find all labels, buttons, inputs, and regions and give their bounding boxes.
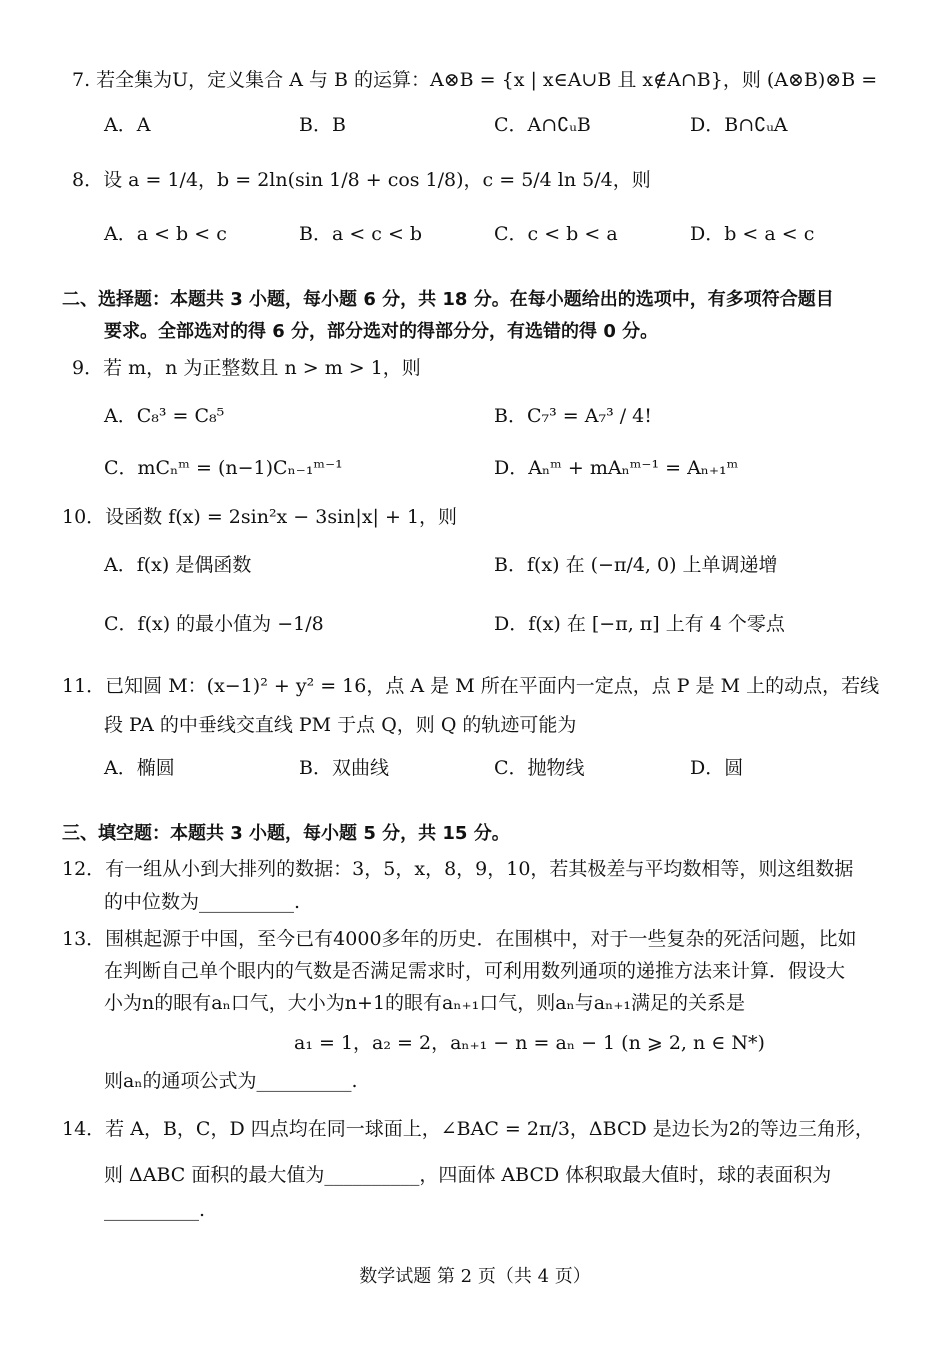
q10-option-c: C．f(x) 的最小值为 −1/8 (104, 613, 324, 635)
q9-option-d: D．Aₙᵐ + mAₙᵐ⁻¹ = Aₙ₊₁ᵐ (494, 457, 739, 479)
q11-option-a: A．椭圆 (104, 757, 175, 779)
q9-option-a: A．C₈³ = C₈⁵ (104, 405, 225, 427)
section-2-line-2: 要求。全部选对的得 6 分，部分选对的得部分分，有选错的得 0 分。 (104, 321, 659, 342)
page-footer: 数学试题 第 2 页（共 4 页） (359, 1266, 591, 1287)
q9-option-b: B．C₇³ = A₇³ / 4! (494, 405, 652, 427)
q7-option-b: B．B (299, 114, 346, 136)
q14-line-1: 14．若 A，B，C，D 四点均在同一球面上，∠BAC = 2π/3，ΔBCD 是边长为2的等边三角形， (62, 1118, 874, 1140)
q7-option-a: A．A (104, 114, 151, 136)
q7-option-d: D．B∩∁ᵤA (690, 114, 788, 136)
q8-option-a: A．a < b < c (104, 223, 227, 245)
q7-stem: 7. 若全集为U，定义集合 A 与 B 的运算：A⊗B = {x | x∈A∪B 且 x∉A∩B}，则 (A⊗B)⊗B = (72, 69, 878, 91)
q11-line-1: 11．已知圆 M：(x−1)² + y² = 16，点 A 是 M 所在平面内一定点，点 P 是 M 上的动点，若线 (62, 675, 880, 697)
q11-option-d: D．圆 (690, 757, 744, 779)
q11-option-b: B．双曲线 (299, 757, 389, 779)
q13-line-4: 则aₙ的通项公式为__________. (104, 1070, 358, 1092)
q12-line-2: 的中位数为__________. (104, 891, 301, 913)
q10-option-b: B．f(x) 在 (−π/4, 0) 上单调递增 (494, 554, 778, 576)
q13-line-1: 13．围棋起源于中国，至今已有4000多年的历史．在围棋中，对于一些复杂的死活问题，比如 (62, 928, 857, 950)
q11-option-c: C．抛物线 (494, 757, 585, 779)
q10-option-a: A．f(x) 是偶函数 (104, 554, 252, 576)
q7-option-c: C．A∩∁ᵤB (494, 114, 591, 136)
q11-line-2: 段 PA 的中垂线交直线 PM 于点 Q，则 Q 的轨迹可能为 (104, 714, 577, 736)
q10-option-d: D．f(x) 在 [−π, π] 上有 4 个零点 (494, 613, 785, 635)
q8-option-c: C．c < b < a (494, 223, 618, 245)
q14-line-3: __________. (104, 1199, 206, 1221)
q8-stem: 8．设 a = 1/4，b = 2ln(sin 1/8 + cos 1/8)，c = 5/4 ln 5/4，则 (72, 169, 651, 191)
section-3-header: 三、填空题：本题共 3 小题，每小题 5 分，共 15 分。 (62, 823, 510, 844)
q12-line-1: 12．有一组从小到大排列的数据：3，5，x，8，9，10，若其极差与平均数相等，则这组数据 (62, 858, 854, 880)
q9-option-c: C．mCₙᵐ = (n−1)Cₙ₋₁ᵐ⁻¹ (104, 457, 343, 479)
q14-line-2: 则 ΔABC 面积的最大值为__________，四面体 ABCD 体积取最大值时，球的表面积为 (104, 1164, 832, 1186)
q10-stem: 10．设函数 f(x) = 2sin²x − 3sin|x| + 1，则 (62, 506, 458, 528)
q8-option-d: D．b < a < c (690, 223, 815, 245)
q13-line-2: 在判断自己单个眼内的气数是否满足需求时，可利用数列通项的递推方法来计算．假设大 (104, 960, 846, 982)
q8-option-b: B．a < c < b (299, 223, 423, 245)
q9-stem: 9．若 m，n 为正整数且 n > m > 1，则 (72, 357, 421, 379)
section-2-line-1: 二、选择题：本题共 3 小题，每小题 6 分，共 18 分。在每小题给出的选项中，有多项符合题目 (62, 289, 834, 310)
q13-line-3: 小为n的眼有aₙ口气，大小为n+1的眼有aₙ₊₁口气，则aₙ与aₙ₊₁满足的关系是 (104, 992, 745, 1014)
q13-formula: a₁ = 1，a₂ = 2，aₙ₊₁ − n = aₙ − 1 (n ⩾ 2, n ∈ N*) (294, 1032, 765, 1054)
